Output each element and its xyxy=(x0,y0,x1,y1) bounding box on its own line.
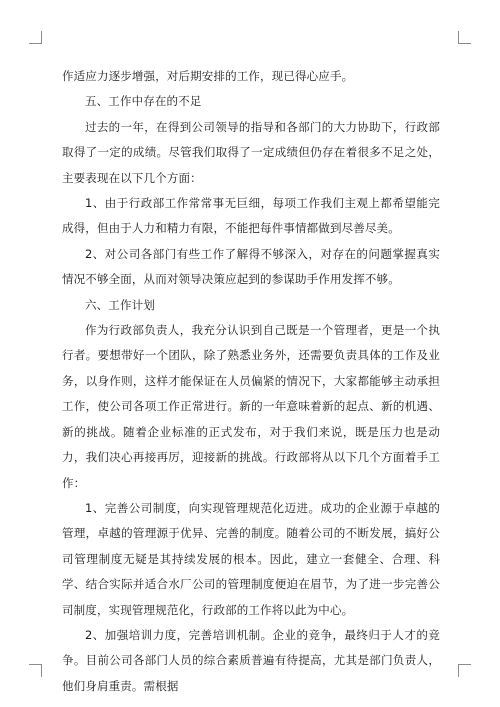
paragraph-shortcomings-intro: 过去的一年，在得到公司领导的指导和各部门的大力协助下，行政部取得了一定的成绩。尽管我们取得了一定成绩但仍存在着很多不足之处，主要表现在以下几个方面： xyxy=(62,119,440,185)
crop-mark-top-left xyxy=(29,31,42,44)
paragraph-shortcoming-2: 2、对公司各部门有些工作了解得不够深入，对存在的问题掌握真实情况不够全面，从而对领导决策应起到的参谋助手作用发挥不够。 xyxy=(62,246,440,287)
document-body xyxy=(62,64,440,699)
paragraph-work-plan-intro: 作为行政部负责人，我充分认识到自己既是一个管理者，更是一个执行者。要想带好一个团队，除了熟悉业务外，还需要负责具体的工作及业务，以身作则，这样才能保证在人员偏紧的情况下，大家都能够主动承担工作，使公司各项工作正常进行。新的一年意味着新的起点、新的机遇、新的挑战。随着企业标准的正式发布，对于我们来说，既是压力也是动力，我们决心再接再厉，迎接新的挑战。行政部将从以下几个方面着手工作： xyxy=(62,323,440,490)
paragraph-shortcoming-1: 1、由于行政部工作常常事无巨细，每项工作我们主观上都希望能完成得，但由于人力和精力有限，不能把每件事情都做到尽善尽美。 xyxy=(62,196,440,236)
section-heading-shortcomings: 五、工作中存在的不足 xyxy=(85,94,202,109)
paragraph-plan-2: 2、加强培训力度，完善培训机制。企业的竞争，最终归于人才的竞争。目前公司各部门人员的综合素质普遍有待提高，尤其是部门负责人，他们身肩重责。需根据 xyxy=(62,627,440,693)
paragraph-continuation: 作适应力逐步增强，对后期安排的工作，现已得心应手。 xyxy=(62,69,354,83)
section-heading-work-plan: 六、工作计划 xyxy=(85,297,155,312)
crop-mark-bottom-left xyxy=(29,664,42,677)
paragraph-plan-1: 1、完善公司制度，向实现管理规范化迈进。成功的企业源于卓越的管理，卓越的管理源于优异、完善的制度。随着公司的不断发展，搞好公司管理制度无疑是其持续发展的根本。因此，建立一套健全、合理、科学、结合实际并适合水厂公司的管理制度便迫在眉节，为了进一步完善公司制度，实现管理规范化，行政部的工作将以此为中心。 xyxy=(62,500,440,617)
crop-mark-bottom-right xyxy=(458,664,471,677)
crop-mark-top-right xyxy=(458,31,471,44)
